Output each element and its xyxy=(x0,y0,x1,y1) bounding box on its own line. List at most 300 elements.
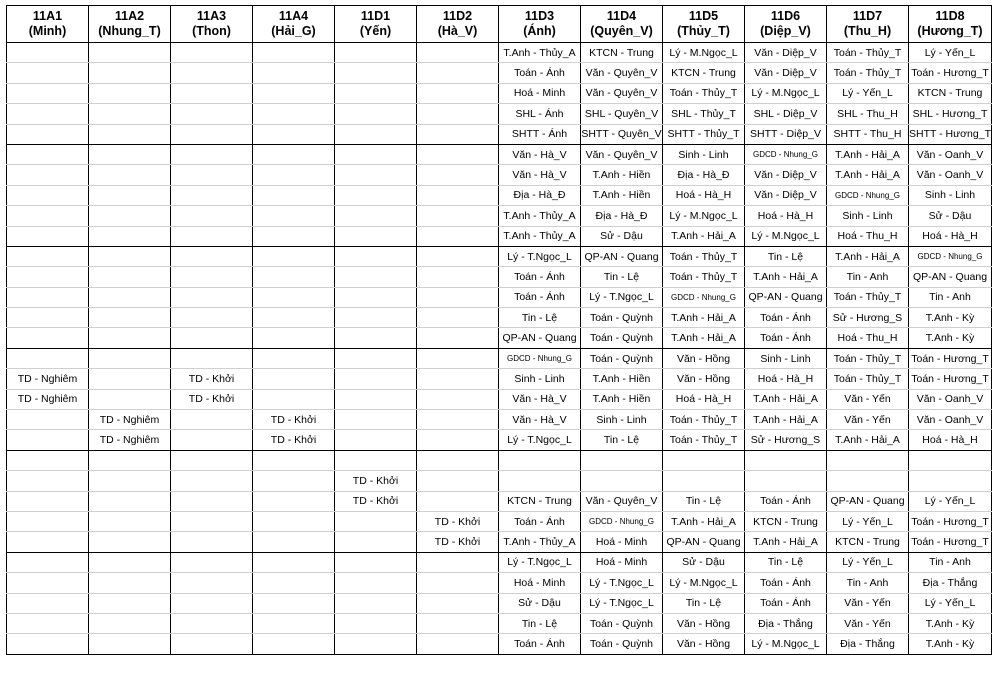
schedule-cell: Văn - Oanh_V xyxy=(909,410,992,430)
schedule-cell xyxy=(335,63,417,83)
schedule-cell xyxy=(171,185,253,205)
schedule-cell xyxy=(7,552,89,572)
class-header xyxy=(253,6,335,43)
schedule-cell: Văn - Yến xyxy=(827,410,909,430)
class-code: 11D6 xyxy=(770,9,801,23)
period-row xyxy=(7,450,992,470)
schedule-cell: Lý - Yến_L xyxy=(827,83,909,103)
schedule-cell xyxy=(581,471,663,491)
schedule-cell xyxy=(171,511,253,531)
schedule-cell xyxy=(89,165,171,185)
schedule-cell: Văn - Quyên_V xyxy=(581,83,663,103)
schedule-cell: Toán - Ánh xyxy=(745,308,827,328)
schedule-cell xyxy=(89,389,171,409)
schedule-cell xyxy=(335,552,417,572)
schedule-cell xyxy=(417,246,499,266)
schedule-cell: Văn - Yến xyxy=(827,593,909,613)
schedule-cell xyxy=(89,552,171,572)
schedule-cell: Toán - Ánh xyxy=(499,267,581,287)
schedule-cell: Tin - Lệ xyxy=(663,491,745,511)
schedule-cell: SHTT - Hương_T xyxy=(909,124,992,144)
schedule-cell xyxy=(89,246,171,266)
schedule-cell: Lý - Yến_L xyxy=(909,43,992,63)
schedule-cell: Văn - Yến xyxy=(827,613,909,633)
schedule-cell xyxy=(417,389,499,409)
schedule-cell xyxy=(417,287,499,307)
period-row xyxy=(7,83,992,103)
schedule-cell: Toán - Ánh xyxy=(745,328,827,348)
schedule-cell xyxy=(7,185,89,205)
schedule-cell: QP-AN - Quang xyxy=(745,287,827,307)
schedule-cell: Văn - Hồng xyxy=(663,613,745,633)
schedule-cell: SHTT - Diệp_V xyxy=(745,124,827,144)
schedule-cell: Văn - Hà_V xyxy=(499,144,581,164)
schedule-cell xyxy=(253,104,335,124)
schedule-cell xyxy=(7,43,89,63)
schedule-cell xyxy=(7,63,89,83)
schedule-cell xyxy=(171,532,253,552)
schedule-cell: Toán - Quỳnh xyxy=(581,348,663,368)
schedule-cell xyxy=(89,634,171,654)
schedule-cell: QP-AN - Quang xyxy=(499,328,581,348)
period-row xyxy=(7,471,992,491)
schedule-cell xyxy=(253,369,335,389)
schedule-cell: Toán - Thủy_T xyxy=(827,63,909,83)
header-row xyxy=(7,6,992,43)
schedule-cell xyxy=(417,226,499,246)
schedule-cell: Toán - Hương_T xyxy=(909,511,992,531)
class-code: 11D4 xyxy=(606,9,637,23)
homeroom-teacher: (Yến) xyxy=(359,24,392,38)
schedule-cell: Văn - Quyên_V xyxy=(581,491,663,511)
homeroom-teacher: (Thon) xyxy=(192,24,231,38)
schedule-cell: Văn - Hồng xyxy=(663,348,745,368)
schedule-cell xyxy=(171,63,253,83)
class-code: 11A4 xyxy=(278,9,309,23)
schedule-cell xyxy=(7,267,89,287)
schedule-cell xyxy=(335,185,417,205)
schedule-cell: T.Anh - Hải_A xyxy=(745,389,827,409)
schedule-cell: T.Anh - Hiền xyxy=(581,165,663,185)
schedule-cell xyxy=(171,450,253,470)
schedule-cell xyxy=(171,246,253,266)
homeroom-teacher: (Quyên_V) xyxy=(590,24,653,38)
schedule-cell xyxy=(335,593,417,613)
schedule-cell: Văn - Hà_V xyxy=(499,165,581,185)
schedule-cell: SHTT - Ánh xyxy=(499,124,581,144)
schedule-cell xyxy=(7,410,89,430)
schedule-cell: T.Anh - Hải_A xyxy=(745,410,827,430)
schedule-cell xyxy=(171,308,253,328)
schedule-cell: T.Anh - Hải_A xyxy=(827,246,909,266)
schedule-cell xyxy=(335,613,417,633)
period-row xyxy=(7,104,992,124)
schedule-cell: Hoá - Hà_H xyxy=(663,389,745,409)
schedule-cell: Toán - Ánh xyxy=(745,593,827,613)
schedule-cell: Địa - Thắng xyxy=(745,613,827,633)
schedule-cell: Hoá - Minh xyxy=(499,573,581,593)
schedule-cell: SHL - Ánh xyxy=(499,104,581,124)
schedule-cell: Lý - M.Ngọc_L xyxy=(663,573,745,593)
schedule-cell xyxy=(335,511,417,531)
schedule-cell: T.Anh - Kỳ xyxy=(909,613,992,633)
schedule-cell xyxy=(89,226,171,246)
schedule-cell: GDCD - Nhung_G xyxy=(581,511,663,531)
schedule-cell xyxy=(7,226,89,246)
class-header xyxy=(581,6,663,43)
class-code: 11D5 xyxy=(688,9,719,23)
schedule-cell: QP-AN - Quang xyxy=(827,491,909,511)
schedule-cell xyxy=(7,348,89,368)
schedule-cell xyxy=(7,144,89,164)
schedule-cell: Toán - Ánh xyxy=(745,573,827,593)
schedule-cell: GDCD - Nhung_G xyxy=(663,287,745,307)
schedule-cell: Hoá - Minh xyxy=(581,552,663,572)
schedule-cell xyxy=(7,634,89,654)
schedule-cell xyxy=(89,450,171,470)
schedule-cell xyxy=(89,348,171,368)
schedule-cell: TD - Khởi xyxy=(171,389,253,409)
schedule-cell: Toán - Thủy_T xyxy=(827,348,909,368)
schedule-cell: Tin - Anh xyxy=(909,287,992,307)
schedule-cell: TD - Khởi xyxy=(253,430,335,450)
schedule-cell xyxy=(171,83,253,103)
schedule-cell: KTCN - Trung xyxy=(663,63,745,83)
homeroom-teacher: (Diệp_V) xyxy=(760,24,811,38)
schedule-cell: TD - Nghiêm xyxy=(7,369,89,389)
schedule-cell xyxy=(335,43,417,63)
schedule-cell: Hoá - Hà_H xyxy=(663,185,745,205)
schedule-cell: TD - Khởi xyxy=(417,511,499,531)
schedule-cell xyxy=(335,348,417,368)
schedule-cell xyxy=(171,267,253,287)
schedule-cell xyxy=(335,83,417,103)
schedule-cell xyxy=(89,593,171,613)
schedule-cell: Lý - Yến_L xyxy=(827,511,909,531)
schedule-cell xyxy=(663,471,745,491)
schedule-cell xyxy=(253,532,335,552)
schedule-cell xyxy=(253,267,335,287)
period-row xyxy=(7,63,992,83)
schedule-cell: T.Anh - Kỳ xyxy=(909,634,992,654)
class-code: 11A2 xyxy=(114,9,145,23)
schedule-cell: T.Anh - Hải_A xyxy=(745,532,827,552)
schedule-cell: Toán - Quỳnh xyxy=(581,308,663,328)
schedule-cell xyxy=(417,471,499,491)
schedule-cell: Sử - Dậu xyxy=(663,552,745,572)
schedule-cell: TD - Nghiêm xyxy=(89,410,171,430)
schedule-cell: Văn - Diệp_V xyxy=(745,63,827,83)
schedule-cell xyxy=(335,634,417,654)
schedule-cell xyxy=(417,165,499,185)
schedule-cell: KTCN - Trung xyxy=(581,43,663,63)
class-code: 11A1 xyxy=(32,9,63,23)
schedule-cell xyxy=(89,573,171,593)
schedule-cell xyxy=(335,144,417,164)
schedule-cell: Hoá - Hà_H xyxy=(909,226,992,246)
schedule-cell: Sử - Dậu xyxy=(909,206,992,226)
schedule-cell xyxy=(7,104,89,124)
class-header xyxy=(827,6,909,43)
period-row xyxy=(7,634,992,654)
schedule-cell xyxy=(253,593,335,613)
schedule-cell xyxy=(7,471,89,491)
schedule-cell xyxy=(417,634,499,654)
schedule-cell: SHL - Hương_T xyxy=(909,104,992,124)
schedule-cell xyxy=(89,206,171,226)
schedule-cell: Văn - Hồng xyxy=(663,634,745,654)
schedule-cell: Lý - M.Ngọc_L xyxy=(745,83,827,103)
class-code: 11D2 xyxy=(442,9,473,23)
schedule-cell: QP-AN - Quang xyxy=(581,246,663,266)
schedule-cell: Lý - M.Ngọc_L xyxy=(745,226,827,246)
schedule-cell xyxy=(171,328,253,348)
schedule-cell xyxy=(171,104,253,124)
schedule-cell: Tin - Lệ xyxy=(745,552,827,572)
schedule-cell: Tin - Lệ xyxy=(499,613,581,633)
period-row xyxy=(7,389,992,409)
table-body xyxy=(7,43,992,655)
schedule-cell: Toán - Ánh xyxy=(499,634,581,654)
period-row xyxy=(7,511,992,531)
schedule-cell: TD - Khởi xyxy=(253,410,335,430)
schedule-cell: Văn - Oanh_V xyxy=(909,165,992,185)
schedule-cell xyxy=(7,246,89,266)
schedule-cell xyxy=(335,124,417,144)
schedule-cell xyxy=(171,593,253,613)
homeroom-teacher: (Thu_H) xyxy=(843,24,892,38)
schedule-cell xyxy=(417,552,499,572)
schedule-cell: Lý - Yến_L xyxy=(909,593,992,613)
schedule-cell: Văn - Hồng xyxy=(663,369,745,389)
schedule-cell xyxy=(171,226,253,246)
schedule-cell: GDCD - Nhung_G xyxy=(745,144,827,164)
schedule-cell: Địa - Thắng xyxy=(909,573,992,593)
schedule-cell xyxy=(89,104,171,124)
period-row xyxy=(7,593,992,613)
schedule-cell xyxy=(335,369,417,389)
schedule-cell: Văn - Diệp_V xyxy=(745,165,827,185)
period-row xyxy=(7,328,992,348)
schedule-cell xyxy=(253,613,335,633)
class-code: 11D8 xyxy=(935,9,965,23)
period-row xyxy=(7,287,992,307)
schedule-cell: SHTT - Thủy_T xyxy=(663,124,745,144)
schedule-cell: Hoá - Minh xyxy=(499,83,581,103)
schedule-cell xyxy=(253,144,335,164)
schedule-cell: Sinh - Linh xyxy=(581,410,663,430)
schedule-cell xyxy=(745,450,827,470)
schedule-cell: Lý - M.Ngọc_L xyxy=(745,634,827,654)
schedule-cell xyxy=(171,206,253,226)
schedule-cell: Toán - Thủy_T xyxy=(663,83,745,103)
schedule-cell xyxy=(253,348,335,368)
schedule-cell: Lý - T.Ngọc_L xyxy=(499,430,581,450)
schedule-cell xyxy=(417,348,499,368)
schedule-cell xyxy=(89,471,171,491)
schedule-cell xyxy=(7,532,89,552)
schedule-cell xyxy=(171,573,253,593)
schedule-cell: TD - Khởi xyxy=(335,471,417,491)
schedule-cell xyxy=(253,308,335,328)
schedule-cell: Sinh - Linh xyxy=(499,369,581,389)
schedule-cell: T.Anh - Kỳ xyxy=(909,308,992,328)
schedule-cell: SHTT - Thu_H xyxy=(827,124,909,144)
schedule-cell: Toán - Thủy_T xyxy=(827,43,909,63)
period-row xyxy=(7,348,992,368)
schedule-cell: Địa - Hà_Đ xyxy=(499,185,581,205)
schedule-cell xyxy=(171,471,253,491)
homeroom-teacher: (Hà_V) xyxy=(437,24,478,38)
schedule-cell: Toán - Hương_T xyxy=(909,532,992,552)
schedule-cell xyxy=(417,450,499,470)
schedule-cell xyxy=(335,410,417,430)
schedule-cell xyxy=(89,308,171,328)
schedule-cell xyxy=(335,104,417,124)
schedule-cell xyxy=(335,287,417,307)
schedule-cell xyxy=(909,450,992,470)
schedule-cell: TD - Khởi xyxy=(335,491,417,511)
period-row xyxy=(7,308,992,328)
schedule-cell: Văn - Yến xyxy=(827,389,909,409)
schedule-cell xyxy=(171,634,253,654)
schedule-cell: Lý - M.Ngọc_L xyxy=(663,206,745,226)
class-header xyxy=(89,6,171,43)
schedule-cell: T.Anh - Kỳ xyxy=(909,328,992,348)
schedule-cell xyxy=(827,471,909,491)
schedule-cell: Toán - Quỳnh xyxy=(581,613,663,633)
schedule-cell xyxy=(417,410,499,430)
schedule-cell xyxy=(335,450,417,470)
schedule-cell xyxy=(417,573,499,593)
class-header xyxy=(663,6,745,43)
schedule-cell: GDCD - Nhung_G xyxy=(909,246,992,266)
schedule-cell xyxy=(417,124,499,144)
schedule-cell xyxy=(417,328,499,348)
schedule-cell: Tin - Anh xyxy=(909,552,992,572)
schedule-cell xyxy=(335,389,417,409)
class-code: 11D7 xyxy=(852,9,883,23)
class-header xyxy=(7,6,89,43)
schedule-cell: Toán - Thủy_T xyxy=(827,287,909,307)
schedule-cell: Sử - Dậu xyxy=(581,226,663,246)
schedule-cell xyxy=(253,287,335,307)
schedule-cell: Văn - Hà_V xyxy=(499,410,581,430)
schedule-cell xyxy=(417,267,499,287)
schedule-cell: T.Anh - Thủy_A xyxy=(499,43,581,63)
class-header xyxy=(171,6,253,43)
schedule-cell: Lý - T.Ngọc_L xyxy=(499,552,581,572)
schedule-cell: Sử - Dậu xyxy=(499,593,581,613)
schedule-cell: Toán - Ánh xyxy=(745,491,827,511)
schedule-cell: Toán - Thủy_T xyxy=(663,246,745,266)
schedule-cell xyxy=(89,369,171,389)
schedule-cell xyxy=(7,328,89,348)
schedule-cell xyxy=(89,83,171,103)
schedule-cell: T.Anh - Hiền xyxy=(581,369,663,389)
schedule-cell xyxy=(827,450,909,470)
schedule-cell: T.Anh - Hải_A xyxy=(827,144,909,164)
schedule-cell: T.Anh - Hải_A xyxy=(827,165,909,185)
period-row xyxy=(7,532,992,552)
schedule-cell: SHL - Quyên_V xyxy=(581,104,663,124)
schedule-cell xyxy=(253,83,335,103)
schedule-cell: TD - Khởi xyxy=(171,369,253,389)
schedule-cell xyxy=(335,226,417,246)
schedule-cell: Địa - Hà_Đ xyxy=(581,206,663,226)
schedule-cell xyxy=(7,308,89,328)
schedule-cell xyxy=(335,573,417,593)
schedule-cell: Toán - Thủy_T xyxy=(827,369,909,389)
schedule-cell xyxy=(253,124,335,144)
class-code: 11A3 xyxy=(196,9,227,23)
schedule-cell xyxy=(89,491,171,511)
schedule-cell xyxy=(253,389,335,409)
homeroom-teacher: (Thủy_T) xyxy=(677,24,730,38)
schedule-cell: T.Anh - Hải_A xyxy=(663,511,745,531)
schedule-cell: TD - Nghiêm xyxy=(7,389,89,409)
schedule-cell: T.Anh - Hiền xyxy=(581,389,663,409)
schedule-cell: Toán - Thủy_T xyxy=(663,410,745,430)
schedule-cell: Toán - Quỳnh xyxy=(581,328,663,348)
period-row xyxy=(7,246,992,266)
schedule-cell: Toán - Thủy_T xyxy=(663,267,745,287)
schedule-cell: Tin - Anh xyxy=(827,267,909,287)
schedule-cell xyxy=(7,511,89,531)
schedule-cell xyxy=(171,124,253,144)
schedule-cell xyxy=(7,206,89,226)
period-row xyxy=(7,430,992,450)
schedule-cell: KTCN - Trung xyxy=(827,532,909,552)
schedule-cell xyxy=(89,328,171,348)
schedule-cell xyxy=(89,287,171,307)
schedule-cell: TD - Nghiêm xyxy=(89,430,171,450)
class-header xyxy=(335,6,417,43)
schedule-cell xyxy=(253,165,335,185)
schedule-cell: Tin - Anh xyxy=(827,573,909,593)
schedule-cell: Toán - Ánh xyxy=(499,511,581,531)
period-row xyxy=(7,573,992,593)
period-row xyxy=(7,410,992,430)
schedule-cell xyxy=(499,450,581,470)
period-row xyxy=(7,165,992,185)
schedule-cell xyxy=(171,287,253,307)
schedule-cell: GDCD - Nhung_G xyxy=(827,185,909,205)
schedule-cell: Lý - M.Ngọc_L xyxy=(663,43,745,63)
schedule-cell xyxy=(335,430,417,450)
schedule-cell xyxy=(7,165,89,185)
schedule-cell xyxy=(499,471,581,491)
period-row xyxy=(7,369,992,389)
schedule-cell: Tin - Lệ xyxy=(499,308,581,328)
schedule-cell xyxy=(7,613,89,633)
schedule-cell xyxy=(253,450,335,470)
schedule-cell: Địa - Thắng xyxy=(827,634,909,654)
schedule-cell: QP-AN - Quang xyxy=(909,267,992,287)
schedule-cell xyxy=(89,267,171,287)
schedule-cell: Hoá - Hà_H xyxy=(745,206,827,226)
schedule-cell: T.Anh - Hải_A xyxy=(663,328,745,348)
class-header xyxy=(745,6,827,43)
schedule-cell xyxy=(335,206,417,226)
schedule-cell xyxy=(89,124,171,144)
schedule-cell: Toán - Ánh xyxy=(499,63,581,83)
period-row xyxy=(7,43,992,63)
schedule-cell: Hoá - Hà_H xyxy=(745,369,827,389)
schedule-cell xyxy=(89,511,171,531)
schedule-cell: TD - Khởi xyxy=(417,532,499,552)
schedule-cell xyxy=(7,491,89,511)
